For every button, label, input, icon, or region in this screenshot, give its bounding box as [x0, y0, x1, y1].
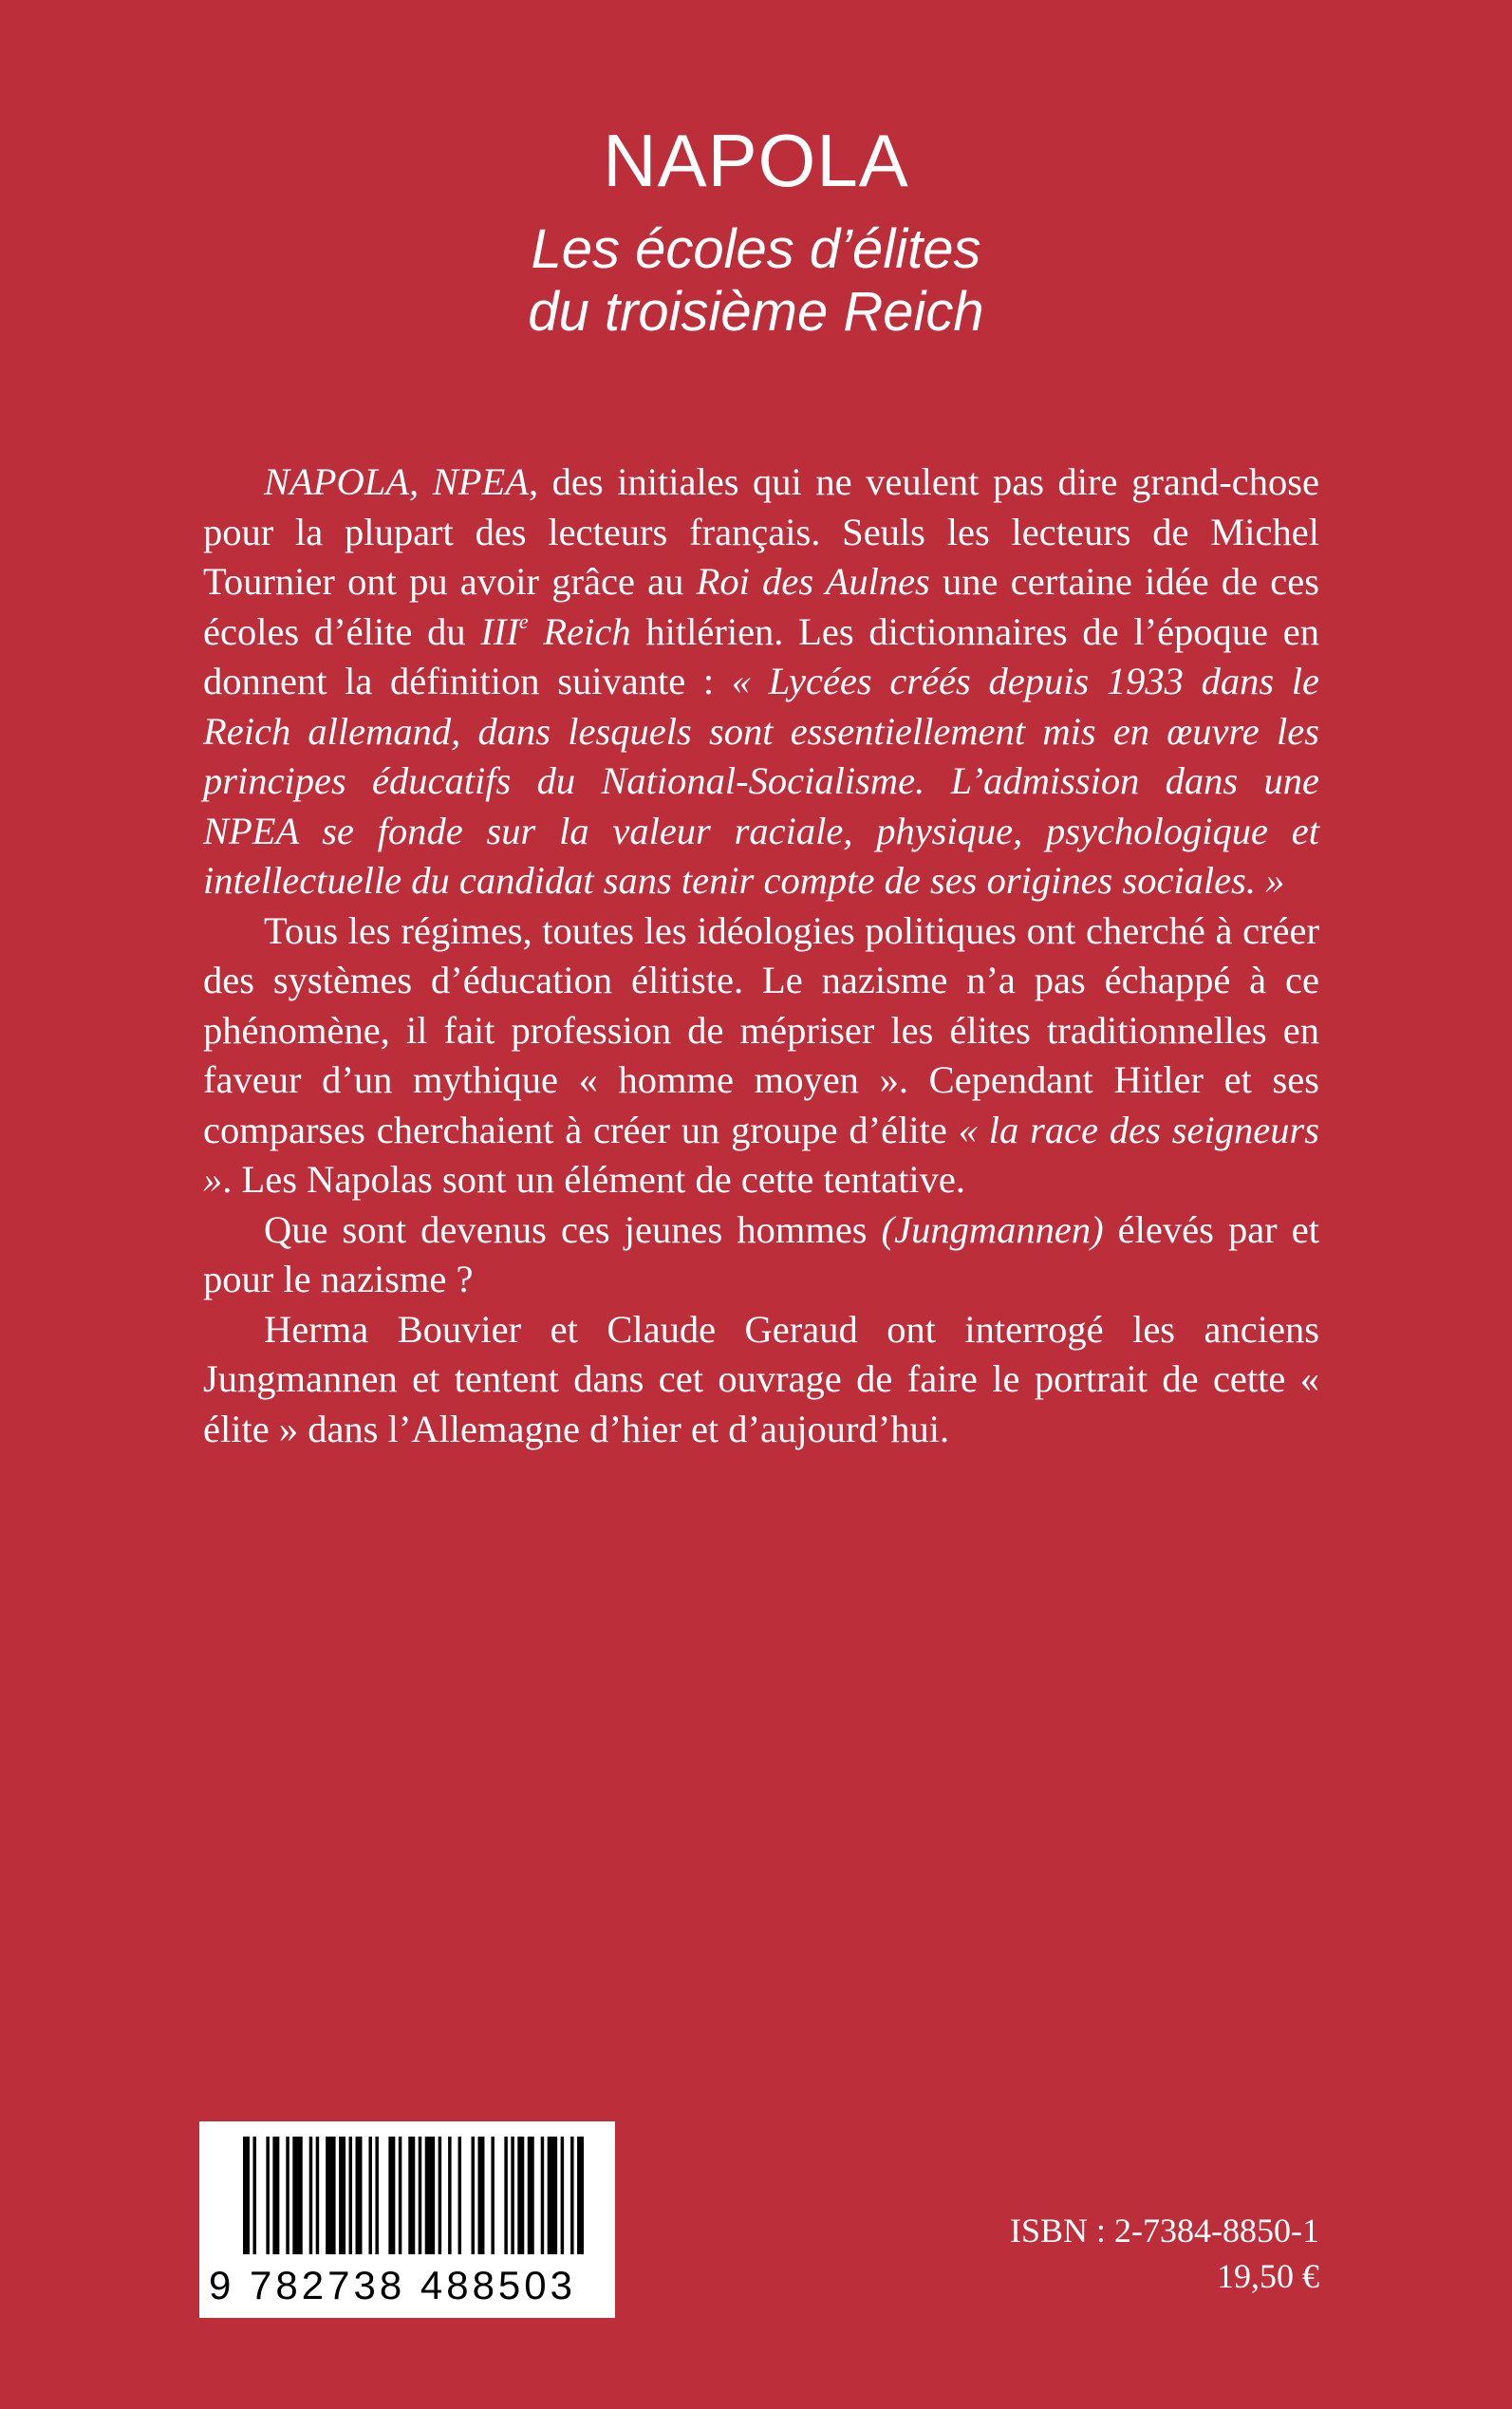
- isbn-number: ISBN : 2-7384-8850-1: [1010, 2212, 1319, 2250]
- barcode-bar: [243, 2137, 250, 2254]
- barcode-bar: [375, 2137, 378, 2254]
- barcode-digits: 9 782738 488503: [209, 2263, 576, 2307]
- barcode-bar: [368, 2137, 371, 2254]
- barcode-bar: [472, 2137, 475, 2254]
- barcode-bar: [570, 2137, 573, 2254]
- barcode-bar: [491, 2137, 494, 2254]
- blurb-text: hitlérien. Les dictionnaires de l’époque en donnent la définition suivante :: [203, 609, 1319, 702]
- barcode-bar: [561, 2137, 564, 2254]
- barcode-bar: [408, 2137, 415, 2254]
- barcode-bar: [309, 2137, 312, 2254]
- reich-word: Reich: [528, 609, 631, 653]
- blurb-text: Que sont devenus ces jeunes hommes: [264, 1207, 882, 1251]
- barcode-bars: [243, 2137, 590, 2254]
- jungmannen-term: (Jungmannen): [881, 1207, 1104, 1251]
- barcode-bar: [356, 2137, 363, 2254]
- barcode-bar: [399, 2137, 401, 2254]
- barcode-bar: [517, 2137, 524, 2254]
- barcode-bar: [439, 2137, 441, 2254]
- book-subtitle: [0, 218, 1512, 344]
- subtitle-line-2: du troisième Reich: [528, 281, 984, 343]
- price: 19,50 €: [1217, 2257, 1319, 2295]
- barcode-bar: [458, 2137, 461, 2254]
- book-reference: Roi des Aulnes: [696, 560, 930, 603]
- blurb-paragraph-1: [203, 458, 1319, 906]
- barcode-bar: [511, 2137, 513, 2254]
- roman-numeral: III: [480, 609, 519, 653]
- barcode-bar: [577, 2137, 584, 2254]
- ordinal-superscript: e: [518, 608, 529, 633]
- seigneurs-quote: « la race des seigneurs »: [203, 1108, 1319, 1201]
- blurb-paragraph-4: Herma Bouvier et Claude Geraud ont interrogé les anciens Jungmannen et tentent dans cet ouvrage de faire le portrait de cette « élite » dans l’Allemagne d’hier et d’aujourd’hui.: [203, 1307, 1319, 1450]
- barcode-bar: [388, 2137, 395, 2254]
- blurb-paragraph-2: [203, 906, 1319, 1205]
- barcode-bar: [548, 2137, 557, 2254]
- barcode-bar: [349, 2137, 352, 2254]
- blurb-text: Tous les régimes, toutes les idéologies politiques ont cherché à créer des systèmes d’éducation élitiste. Le nazisme n’a pas échappé à ce phénomène, il fait profession de mépriser les élites traditionnelles en faveur d’un mythique « homme moyen ». Cependant Hitler et ses comparses cherchaient à créer un groupe d’élite: [203, 908, 1319, 1151]
- barcode-bar: [316, 2137, 319, 2254]
- blurb-text: . Les Napolas sont un élément de cette tentative.: [222, 1158, 965, 1201]
- blurb-text: , des initiales qui ne veulent pas dire grand-chose pour la plupart des lecteurs français. Seuls les lecteurs de Michel Tournier ont pu avoir grâce au: [203, 460, 1320, 603]
- barcode-bar: [292, 2137, 302, 2254]
- barcode-bar: [477, 2137, 484, 2254]
- barcode-bar: [326, 2137, 335, 2254]
- barcode-bar: [272, 2137, 279, 2254]
- acronyms: NAPOLA, NPEA: [264, 460, 529, 503]
- barcode-bar: [541, 2137, 544, 2254]
- blurb-text: élevés par et pour le nazisme ?: [203, 1207, 1319, 1300]
- blurb-paragraph-3: [203, 1205, 1319, 1305]
- barcode-bar: [528, 2137, 534, 2254]
- barcode-bar: [425, 2137, 435, 2254]
- book-title: NAPOLA: [603, 119, 909, 202]
- barcode-bar: [504, 2137, 507, 2254]
- barcode-bar: [266, 2137, 269, 2254]
- back-cover-blurb: [203, 458, 1319, 1454]
- barcode: [199, 2121, 615, 2318]
- blurb-text: une certaine idée de ces écoles d’élite du: [203, 560, 1320, 653]
- barcode-bar: [419, 2137, 421, 2254]
- barcode-bar: [448, 2137, 451, 2254]
- barcode-bar: [339, 2137, 345, 2254]
- reich-numeral: [480, 610, 630, 653]
- barcode-bar: [252, 2137, 255, 2254]
- subtitle-line-1: Les écoles d’élites: [531, 218, 981, 280]
- barcode-bar: [286, 2137, 289, 2254]
- dictionary-quote: « Lycées créés depuis 1933 dans le Reich allemand, dans lesquels sont essentiellement mis en œuvre les principes éducatifs du National-Socialisme. L’admission dans une NPEA se fonde sur la valeur raciale, physique, psychologique et intellectuelle du candidat sans tenir compte de ses origines sociales. »: [203, 660, 1319, 902]
